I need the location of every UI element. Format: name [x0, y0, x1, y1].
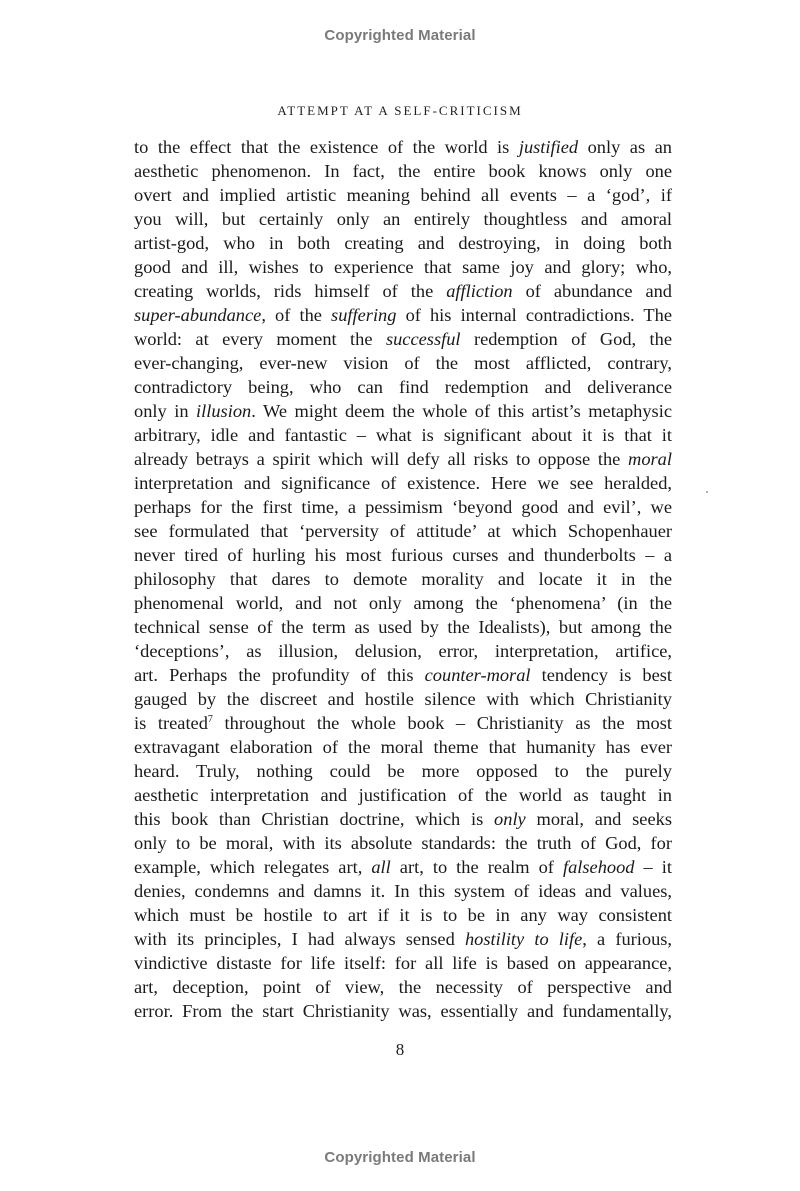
text-line — [134, 447, 672, 471]
text-run: aesthetic phenomenon. In fact, the entire book knows only one — [134, 161, 672, 181]
text-line — [134, 687, 672, 711]
italic-run: successful — [385, 329, 461, 349]
text-line — [134, 663, 672, 687]
text-run: extravagant elaboration of the moral theme that humanity has ever — [134, 737, 672, 757]
text-line — [134, 423, 672, 447]
text-run: ‘deceptions’, as illusion, delusion, error, interpretation, artifice, — [134, 641, 672, 661]
italic-run: counter-moral — [424, 665, 531, 685]
text-run: creating worlds, rids himself of the — [134, 281, 447, 301]
text-run: this book than Christian doctrine, which is — [134, 809, 495, 829]
page-number: 8 — [395, 1040, 405, 1059]
italic-run: all — [371, 857, 391, 877]
text-run: art, to the realm of — [390, 857, 563, 877]
text-run: heard. Truly, nothing could be more opposed to the purely — [134, 761, 672, 781]
text-run: overt and implied artistic meaning behind all events – a ‘god’, if — [134, 185, 672, 205]
italic-run: illusion — [196, 401, 252, 421]
text-line — [134, 807, 672, 831]
text-run: you will, but certainly only an entirely thoughtless and amoral — [134, 209, 672, 229]
italic-run: justified — [518, 137, 579, 157]
text-run: never tired of hurling his most furious curses and thunderbolts – a — [134, 545, 672, 565]
text-run: already betrays a spirit which will defy all risks to oppose the — [134, 449, 629, 469]
text-line — [134, 207, 672, 231]
text-run: phenomenal world, and not only among the ‘phenomena’ (in the — [134, 593, 672, 613]
text-line — [134, 903, 672, 927]
text-line — [134, 759, 672, 783]
text-run: good and ill, wishes to experience that same joy and glory; who, — [134, 257, 672, 277]
italic-run: hostility to life — [464, 929, 583, 949]
text-run: art. Perhaps the profundity of this — [134, 665, 425, 685]
text-run: contradictory being, who can find redemption and deliverance — [134, 377, 672, 397]
text-run: error. From the start Christianity was, essentially and fundamentally, — [134, 1001, 672, 1021]
text-line — [134, 495, 672, 519]
italic-run: moral — [628, 449, 672, 469]
text-run: vindictive distaste for life itself: for all life is based on appearance, — [134, 953, 672, 973]
text-line — [134, 999, 672, 1023]
text-line — [134, 279, 672, 303]
text-line — [134, 783, 672, 807]
text-run: – it — [634, 857, 672, 877]
text-run: ever-changing, ever-new vision of the most afflicted, contrary, — [134, 353, 672, 373]
text-line — [134, 975, 672, 999]
footnote-marker: 7 — [207, 713, 213, 725]
text-run: . We might deem the whole of this artist’s metaphysic — [251, 401, 672, 421]
text-run: of abundance and — [512, 281, 672, 301]
text-line — [134, 231, 672, 255]
copyright-watermark-top: Copyrighted Material — [324, 27, 476, 44]
italic-run: affliction — [446, 281, 513, 301]
text-line — [134, 615, 672, 639]
text-run: only in — [134, 401, 197, 421]
text-run: which must be hostile to art if it is to be in any way consistent — [134, 905, 672, 925]
text-line — [134, 159, 672, 183]
text-line — [134, 951, 672, 975]
text-line — [134, 303, 672, 327]
text-run: only to be moral, with its absolute standards: the truth of God, for — [134, 833, 672, 853]
text-line — [134, 327, 672, 351]
text-line — [134, 879, 672, 903]
text-run: artist-god, who in both creating and destroying, in doing both — [134, 233, 672, 253]
text-line — [134, 735, 672, 759]
text-line — [134, 543, 672, 567]
text-run: of his internal contradictions. The — [396, 305, 672, 325]
running-head: ATTEMPT AT A SELF-CRITICISM — [277, 103, 523, 118]
italic-run: only — [494, 809, 526, 829]
italic-run: super-abundance — [134, 305, 262, 325]
text-line — [134, 639, 672, 663]
text-line — [134, 519, 672, 543]
text-run: see formulated that ‘perversity of attitude’ at which Schopenhauer — [134, 521, 672, 541]
text-line — [134, 567, 672, 591]
text-run: gauged by the discreet and hostile silence with which Christianity — [134, 689, 672, 709]
text-run: is treated — [134, 713, 208, 733]
text-line — [134, 375, 672, 399]
text-line — [134, 399, 672, 423]
text-line — [134, 255, 672, 279]
copyright-watermark-bottom: Copyrighted Material — [324, 1149, 476, 1166]
italic-run: falsehood — [562, 857, 635, 877]
text-line — [134, 927, 672, 951]
text-run: throughout the whole book – Christianity as the most — [212, 713, 673, 733]
text-line — [134, 855, 672, 879]
text-run: example, which relegates art, — [134, 857, 372, 877]
text-run: arbitrary, idle and fantastic – what is significant about it is that it — [134, 425, 672, 445]
text-line — [134, 351, 672, 375]
body-text — [134, 135, 672, 1023]
text-line — [134, 831, 672, 855]
page-speck — [706, 491, 708, 493]
text-line — [134, 183, 672, 207]
text-run: world: at every moment the — [134, 329, 386, 349]
text-run: with its principles, I had always sensed — [134, 929, 465, 949]
text-line — [134, 471, 672, 495]
text-run: redemption of God, the — [460, 329, 673, 349]
text-run: technical sense of the term as used by the Idealists), but among the — [134, 617, 672, 637]
text-run: aesthetic interpretation and justification of the world as taught in — [134, 785, 672, 805]
text-run: denies, condemns and damns it. In this system of ideas and values, — [134, 881, 672, 901]
text-run: , of the — [261, 305, 332, 325]
text-run: tendency is best — [530, 665, 672, 685]
text-run: to the effect that the existence of the world is — [134, 137, 519, 157]
text-run: interpretation and significance of existence. Here we see heralded, — [134, 473, 672, 493]
text-line — [134, 591, 672, 615]
text-line — [134, 711, 672, 735]
italic-run: suffering — [331, 305, 397, 325]
text-run: only as an — [578, 137, 673, 157]
text-run: art, deception, point of view, the necessity of perspective and — [134, 977, 672, 997]
text-run: perhaps for the first time, a pessimism ‘beyond good and evil’, we — [134, 497, 672, 517]
text-run: , a furious, — [582, 929, 673, 949]
text-line — [134, 135, 672, 159]
text-run: moral, and seeks — [525, 809, 672, 829]
text-run: philosophy that dares to demote morality and locate it in the — [134, 569, 672, 589]
